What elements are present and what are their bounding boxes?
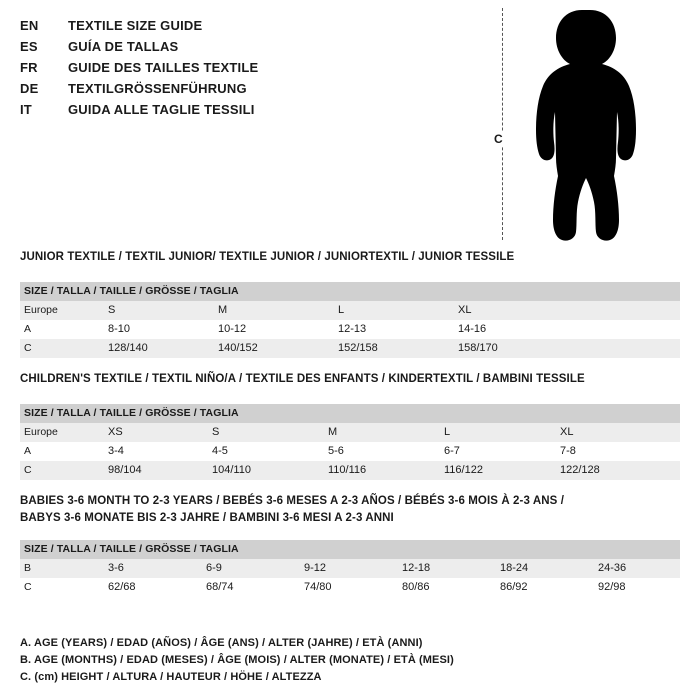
children-c-1: 98/104 [108,461,212,480]
children-size-table [20,404,680,480]
children-row-europe [20,423,680,442]
language-code-it: IT [20,102,32,117]
children-a-3: 5-6 [328,445,344,457]
language-title-es: GUÍA DE TALLAS [68,39,179,54]
babies-b-5: 18-24 [500,559,598,578]
language-code-de: DE [20,81,39,96]
babies-section-title-line2: BABYS 3-6 MONATE BIS 2-3 JAHRE / BAMBINI 3-6 MESI A 2-3 ANNI [20,512,394,524]
junior-row-europe-label: Europe [20,301,108,320]
junior-europe-s: M [218,301,338,320]
babies-row-c-label: C [24,581,32,593]
children-europe-1: XS [108,423,212,442]
height-measure-figure [492,4,692,246]
babies-b-4: 12-18 [402,559,500,578]
language-code-en: EN [20,18,39,33]
children-row-europe-label: Europe [20,423,108,442]
babies-table-header-row [20,540,680,559]
language-row-de [20,81,480,102]
junior-europe-xs: S [108,301,218,320]
language-row-fr [20,60,480,81]
junior-size-table [20,282,680,358]
legend-line-b: B. AGE (MONTHS) / EDAD (MESES) / ÂGE (MOIS) / ALTER (MONATE) / ETÀ (MESI) [20,654,454,666]
children-c-2: 104/110 [212,461,328,480]
children-a-2: 4-5 [212,445,228,457]
toddler-silhouette-icon [514,4,654,244]
children-a-5: 7-8 [560,445,576,457]
children-c-3: 110/116 [328,461,444,480]
junior-row-c-label: C [20,339,108,358]
children-c-5: 122/128 [560,461,680,480]
children-a-1: 3-4 [108,445,124,457]
children-row-c-label: C [20,461,108,480]
junior-row-europe [20,301,680,320]
language-title-en: TEXTILE SIZE GUIDE [68,18,203,33]
children-europe-3: M [328,423,444,442]
babies-c-6: 92/98 [598,581,626,593]
babies-c-5: 86/92 [500,581,528,593]
junior-c-2: 140/152 [218,339,338,358]
language-row-en [20,18,480,39]
babies-row-b [20,559,680,578]
babies-c-1: 62/68 [108,581,136,593]
junior-c-1: 128/140 [108,339,218,358]
babies-section-title-line1: BABIES 3-6 MONTH TO 2-3 YEARS / BEBÉS 3-6 MESES A 2-3 AÑOS / BÉBÉS 3-6 MOIS À 2-3 ANS / [20,495,564,507]
junior-header-size-label: SIZE / TALLA / TAILLE / GRÖSSE / TAGLIA [20,282,680,301]
babies-size-table [20,540,680,597]
babies-b-6: 24-36 [598,559,680,578]
children-header-size-label: SIZE / TALLA / TAILLE / GRÖSSE / TAGLIA [20,404,680,423]
junior-a-2: 10-12 [218,323,247,335]
language-code-es: ES [20,39,38,54]
language-title-de: TEXTILGRÖSSENFÜHRUNG [68,81,247,96]
children-europe-2: S [212,423,328,442]
children-europe-4: L [444,423,560,442]
legend-line-a: A. AGE (YEARS) / EDAD (AÑOS) / ÂGE (ANS) / ALTER (JAHRE) / ETÀ (ANNI) [20,637,423,649]
language-code-fr: FR [20,60,38,75]
junior-europe-m: L [338,301,458,320]
junior-row-a [20,320,680,339]
children-table-header-row [20,404,680,423]
babies-c-4: 80/86 [402,581,430,593]
babies-b-3: 9-12 [304,559,402,578]
language-row-es [20,39,480,60]
children-row-c [20,461,680,480]
children-c-4: 116/122 [444,461,560,480]
junior-row-a-label: A [24,323,32,335]
language-title-list [20,18,480,123]
children-section-title: CHILDREN'S TEXTILE / TEXTIL NIÑO/A / TEXTILE DES ENFANTS / KINDERTEXTIL / BAMBINI TESSILE [20,373,585,385]
junior-table-header-row [20,282,680,301]
babies-header-size-label: SIZE / TALLA / TAILLE / GRÖSSE / TAGLIA [20,540,680,559]
children-row-a-label: A [24,445,32,457]
babies-row-c [20,578,680,597]
height-dashed-line [502,8,503,240]
babies-c-3: 74/80 [304,581,332,593]
junior-a-4: 14-16 [458,323,487,335]
babies-b-1: 3-6 [108,559,206,578]
junior-a-1: 8-10 [108,323,131,335]
babies-c-2: 68/74 [206,581,234,593]
legend-block [20,635,680,686]
junior-europe-l: XL [458,301,680,320]
junior-section-title: JUNIOR TEXTILE / TEXTIL JUNIOR/ TEXTILE JUNIOR / JUNIORTEXTIL / JUNIOR TESSILE [20,251,515,263]
children-a-4: 6-7 [444,445,460,457]
children-europe-5: XL [560,423,680,442]
junior-row-c [20,339,680,358]
height-measure-label: C [494,132,503,146]
babies-row-b-label: B [20,559,108,578]
junior-c-4: 158/170 [458,339,680,358]
language-title-it: GUIDA ALLE TAGLIE TESSILI [68,102,255,117]
junior-c-3: 152/158 [338,339,458,358]
junior-a-3: 12-13 [338,323,367,335]
legend-line-c: C. (cm) HEIGHT / ALTURA / HAUTEUR / HÖHE / ALTEZZA [20,671,322,683]
children-row-a [20,442,680,461]
language-row-it [20,102,480,123]
language-title-fr: GUIDE DES TAILLES TEXTILE [68,60,259,75]
babies-b-2: 6-9 [206,559,304,578]
